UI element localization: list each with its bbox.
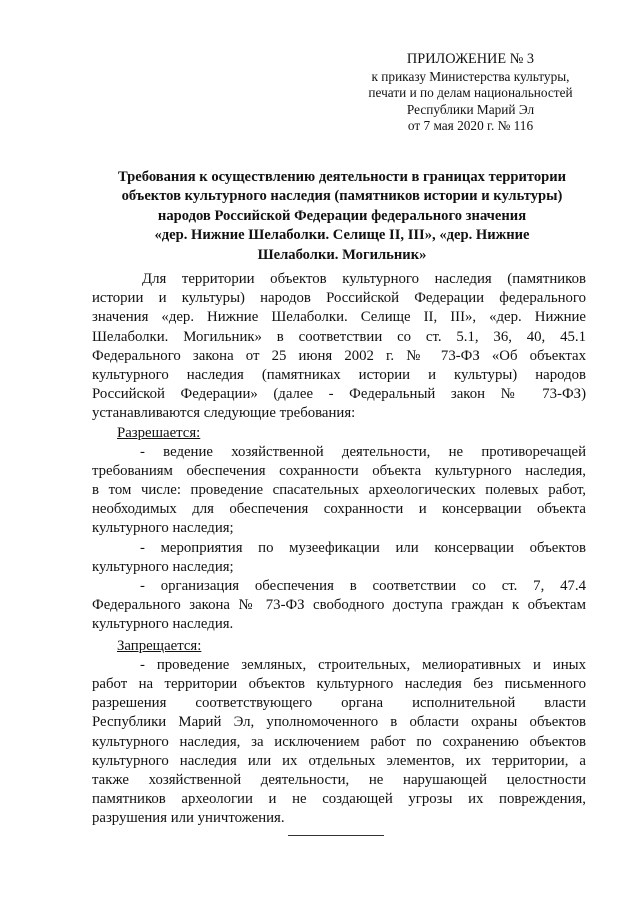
appendix-line: от 7 мая 2020 г. № 116 — [407, 117, 534, 133]
text-line: также хозяйственной деятельности, не нарушающей целостности — [92, 771, 586, 788]
text-line: Шелаболки. Могильник» в соответствии со ст. 5.1, 36, 40, 45.1 — [92, 328, 586, 345]
title-line: Требования к осуществлению деятельности в границах территории — [117, 169, 567, 185]
title-line: объектов культурного наследия (памятников истории и культуры) — [121, 188, 563, 205]
permitted-heading: Разрешается: — [117, 424, 201, 441]
text-line: устанавливаются следующие требования: — [92, 405, 356, 422]
text-line: - проведение земляных, строительных, мелиоративных и иных — [140, 656, 586, 673]
text-line: необходимых для обеспечения сохранности и консервации объекта — [92, 501, 586, 518]
text-line: памятников археологии и не создающей угрозы их повреждения, — [92, 791, 586, 808]
text-line: - ведение хозяйственной деятельности, не противоречащей — [140, 443, 586, 460]
text-line: значения «дер. Нижние Шелаболки. Селище II, III», «дер. Нижние — [92, 309, 586, 326]
permitted-item — [92, 443, 586, 539]
intro-paragraph — [92, 270, 586, 424]
title-line: народов Российской Федерации федерального значения — [157, 207, 527, 224]
text-line: Для территории объектов культурного наследия (памятников — [142, 271, 586, 287]
text-line: культурного наследия или их отдельных элементов, их территории, а — [92, 752, 586, 769]
text-line: разрешения соответствующего органа исполнительной власти — [92, 695, 586, 712]
title-line: Шелаболки. Могильник» — [257, 246, 427, 263]
text-line: - организация обеспечения в соответствии со ст. 7, 47.4 — [140, 578, 586, 595]
text-line: Российской Федерации» (далее - Федеральный закон № 73-ФЗ) — [92, 386, 586, 403]
text-line: культурного наследия; — [92, 520, 234, 537]
text-line: работ на территории объектов культурного наследия без письменного — [92, 675, 586, 692]
permitted-item — [92, 539, 586, 577]
text-line: разрушения или уничтожения. — [92, 810, 285, 827]
title-line: «дер. Нижние Шелаболки. Селище II, III», «дер. Нижние — [154, 227, 530, 244]
appendix-line: печати и по делам национальностей — [368, 85, 573, 101]
text-line: культурного наследия, за исключением работ по сохранению объектов — [92, 733, 586, 750]
text-line: Республики Марий Эл, уполномоченного в области охраны объектов — [92, 714, 586, 731]
text-line: культурного наследия; — [92, 558, 234, 575]
prohibited-item — [92, 656, 586, 829]
text-line: Федерального закона № 73-ФЗ свободного доступа граждан к объектам — [92, 597, 586, 614]
document-title — [98, 168, 586, 265]
appendix-header — [348, 50, 593, 134]
end-divider — [288, 835, 384, 836]
text-line: истории и культуры) народов Российской Федерации федерального — [92, 290, 586, 307]
text-line: Федерального закона от 25 июня 2002 г. № 73-ФЗ «Об объектах — [92, 347, 586, 364]
prohibited-section — [92, 637, 586, 829]
appendix-number: ПРИЛОЖЕНИЕ № 3 — [406, 51, 535, 67]
appendix-line: Республики Марий Эл — [406, 101, 535, 117]
document-body — [92, 270, 586, 828]
permitted-item — [92, 577, 586, 635]
appendix-line: к приказу Министерства культуры, — [371, 69, 570, 84]
text-line: культурного наследия. — [92, 616, 234, 633]
text-line: в том числе: проведение спасательных археологических полевых работ, — [92, 482, 586, 499]
text-line: - мероприятия по музеефикации или консервации объектов — [140, 539, 586, 556]
prohibited-heading: Запрещается: — [117, 637, 202, 654]
text-line: требованиям обеспечения сохранности объекта культурного наследия, — [92, 462, 586, 479]
permitted-section — [92, 424, 586, 635]
text-line: культурного наследия (памятниках истории и культуры) народов — [92, 366, 586, 383]
